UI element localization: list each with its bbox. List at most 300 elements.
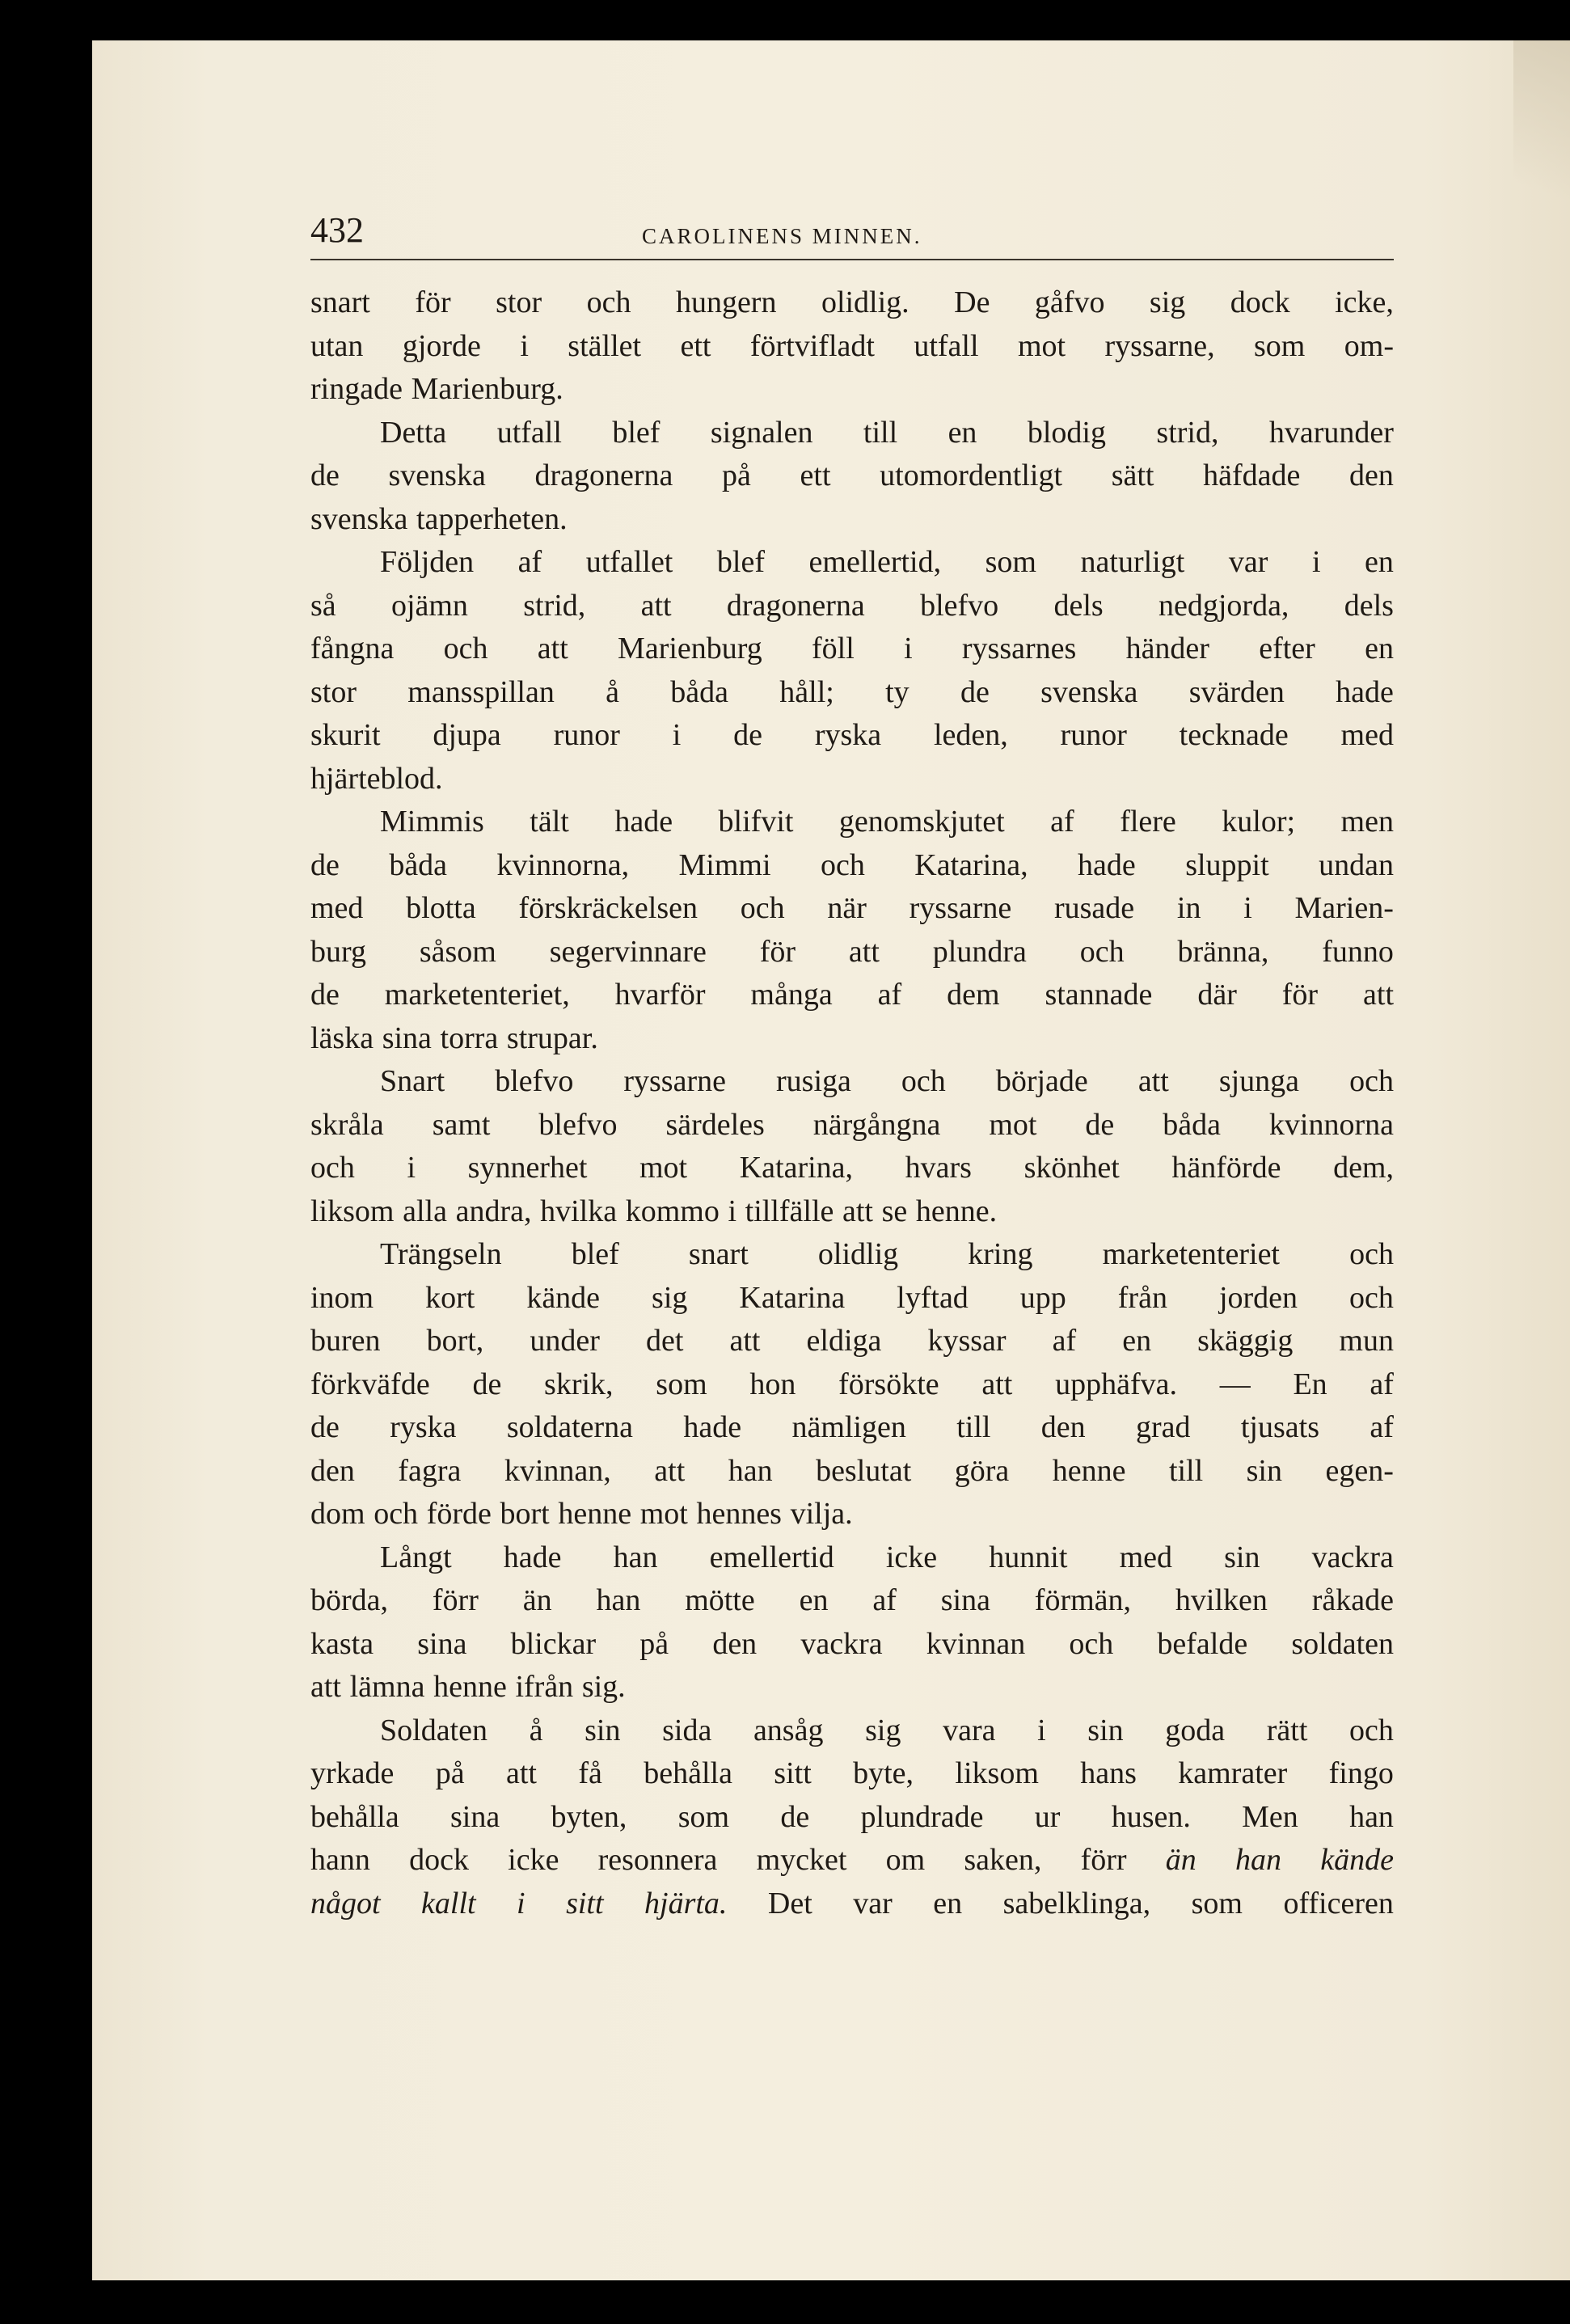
word: af [877,978,902,1012]
word: Men [1242,1799,1298,1834]
word: och [901,1064,946,1098]
word: sitt [774,1756,812,1790]
word: att [1137,1064,1169,1098]
word: i [517,1886,525,1920]
word: ryska [390,1410,457,1444]
word: få [578,1756,602,1790]
word: torra [440,1020,499,1055]
word: goda [1165,1713,1226,1747]
word: nämligen [791,1410,906,1444]
word: hade [503,1540,562,1574]
word: dragonerna [726,588,865,623]
word: särdeles [665,1107,765,1142]
word: ryssarne [623,1064,726,1098]
word: att [640,588,672,623]
word: sina [450,1799,500,1834]
word: från [1117,1280,1167,1315]
word: kände [1320,1843,1394,1877]
word: vackra [1311,1540,1394,1574]
word: att [981,1367,1013,1401]
word: utan [310,328,364,363]
word: se [881,1194,908,1228]
word: Katarina, [914,847,1028,882]
running-title: CAROLINENS MINNEN. [642,224,922,248]
word: och [740,891,785,925]
word: sluppit [1185,847,1269,882]
word: resonnera [597,1843,718,1877]
word: snart [688,1237,749,1271]
word: det [645,1324,684,1358]
word: genomskjutet [838,805,1005,839]
word: under [530,1324,600,1358]
page-shadow [1513,40,1570,251]
word: utomordentligt [880,458,1063,492]
word: på [435,1756,465,1790]
word: af [1050,805,1074,839]
word: blef [571,1237,619,1271]
word: saken, [964,1843,1042,1877]
word: de [960,674,990,709]
word: ringade [310,372,403,406]
word: officeren [1283,1886,1394,1920]
word: förr [1080,1843,1127,1877]
word: lämna [349,1670,425,1704]
word: för [759,934,796,969]
word: sin [1224,1540,1260,1574]
word: sina [417,1626,467,1661]
word: henne [1052,1453,1126,1488]
word: mot [1017,328,1066,363]
word: ett [800,458,831,492]
word: tält [530,805,569,839]
word: att [654,1453,686,1488]
word: dem, [1333,1151,1394,1185]
word: började [995,1064,1088,1098]
word: håll; [779,674,834,709]
word: Katarina, [739,1151,854,1185]
word: svärden [1188,674,1285,709]
word: signalen [710,415,813,450]
word: byten, [551,1799,627,1834]
word: och [310,1151,355,1185]
word: funno [1322,934,1394,969]
word: att [1363,978,1394,1012]
word: sätt [1111,458,1154,492]
word: emellertid, [808,545,942,579]
text-line [310,714,1394,758]
word: stannade [1045,978,1153,1012]
word: sig [1149,285,1186,319]
word: blotta [406,891,476,925]
word: mot [639,1497,688,1531]
text-line [310,671,1394,715]
word: kvinnan [926,1626,1026,1661]
word: den [310,1453,355,1488]
word: hennes [696,1497,782,1531]
word: alla [403,1194,447,1228]
word: Mimmi [678,847,771,882]
word: — [1219,1367,1251,1401]
word: Långt [380,1540,452,1574]
word: stället [568,328,642,363]
word: en [799,1583,829,1617]
word: byte, [853,1756,914,1790]
word: i [407,1151,416,1185]
text-line [310,1709,1394,1753]
word: dels [1344,588,1394,623]
word: kände [526,1280,601,1315]
word: ryssarne [909,891,1012,925]
word: sina [382,1020,432,1055]
word: leden, [933,718,1008,752]
word: rusade [1053,891,1135,925]
word: gjorde [402,328,481,363]
word: fångna [310,632,395,666]
word: samt [432,1107,491,1142]
word: hjärta. [644,1886,728,1920]
text-line [310,1882,1394,1926]
word: och [586,285,631,319]
word: båda [1163,1107,1221,1142]
word: och [820,847,865,882]
word: båda [389,847,448,882]
word: han [728,1453,773,1488]
word: runor [553,718,620,752]
word: å [606,674,619,709]
word: om- [1344,328,1394,363]
word: på [722,458,751,492]
word: utfall [914,328,979,363]
word: sjunga [1218,1064,1300,1098]
word: ryssarnes [961,632,1077,666]
word: befalde [1157,1626,1248,1661]
text-line [310,281,1394,325]
word: kvinnorna, [496,847,630,882]
word: tjusats [1240,1410,1319,1444]
word: en [1122,1324,1152,1358]
word: sida [662,1713,712,1747]
word: de [310,847,340,882]
word: henne [558,1497,632,1531]
word: runor [1060,718,1127,752]
word: Marienburg. [411,372,563,406]
word: hänförde [1171,1151,1281,1185]
word: med [1340,718,1394,752]
word: hvarunder [1268,415,1394,450]
word: de [733,718,762,752]
word: så [310,588,336,623]
word: skönhet [1023,1151,1120,1185]
text-line [310,1363,1394,1407]
word: ifrån [515,1670,574,1704]
word: hans [1080,1756,1137,1790]
word: dels [1053,588,1104,623]
word: i [1311,545,1321,579]
word: liksom [955,1756,1039,1790]
word: till [863,415,898,450]
word: Mimmis [380,805,484,839]
word: mot [639,1151,688,1185]
word: ty [885,674,910,709]
word: i [904,632,913,666]
word: husen. [1111,1799,1191,1834]
word: än [1165,1843,1196,1877]
word: hungern [675,285,777,319]
word: kallt [421,1886,476,1920]
word: henne [433,1670,507,1704]
word: ryssarne, [1104,328,1215,363]
word: kvinnorna [1268,1107,1394,1142]
word: gåfvo [1034,285,1105,319]
word: burg [310,934,366,969]
word: i [1243,891,1252,925]
word: ett [680,328,711,363]
text-line [310,1623,1394,1667]
word: de [310,1410,340,1444]
word: dem [947,978,1000,1012]
word: soldaterna [506,1410,634,1444]
word: dom [310,1497,365,1531]
word: en [947,415,977,450]
word: Det [767,1886,812,1920]
word: efter [1259,632,1315,666]
text-line [310,974,1394,1017]
word: rätt [1266,1713,1308,1747]
word: blifvit [718,805,794,839]
word: hvars [905,1151,972,1185]
word: upphäfva. [1055,1367,1177,1401]
word: häfdade [1203,458,1301,492]
word: var [1228,545,1268,579]
word: båda [670,674,728,709]
text-line [310,1493,1394,1536]
word: blefvo [920,588,999,623]
word: Marienburg [618,632,762,666]
word: djupa [433,718,501,752]
word: segervinnare [549,934,707,969]
word: kring [968,1237,1033,1271]
word: blefvo [495,1064,574,1098]
word: och [374,1497,419,1531]
word: fingo [1328,1756,1394,1790]
page-number: 432 [310,210,364,250]
text-line [310,627,1394,671]
word: Trängseln [380,1237,502,1271]
word: försökte [838,1367,939,1401]
text-line [310,1060,1394,1104]
word: kort [425,1280,475,1315]
word: Detta [380,415,447,450]
word: icke, [1335,285,1394,319]
word: de [310,978,340,1012]
word: ansåg [753,1713,824,1747]
word: stor [310,674,357,709]
word: behålla [644,1756,732,1790]
word: förmän, [1034,1583,1132,1617]
word: upp [1019,1280,1066,1315]
word: och [1349,1237,1394,1271]
text-line [310,412,1394,455]
word: hade [1078,847,1136,882]
word: utfallet [585,545,673,579]
text-line [310,454,1394,498]
word: som [1254,328,1306,363]
word: svenska [310,501,408,536]
word: rusiga [776,1064,851,1098]
word: en [1365,545,1394,579]
word: icke [508,1843,559,1877]
text-line [310,1666,1394,1709]
word: dock [1230,285,1290,319]
word: inom [310,1280,374,1315]
word: kyssar [927,1324,1007,1358]
text-line [310,1104,1394,1147]
text-line [310,1579,1394,1623]
word: emellertid [709,1540,834,1574]
word: af [1370,1410,1394,1444]
word: för [1281,978,1319,1012]
word: sig [652,1280,688,1315]
word: hann [310,1843,370,1877]
word: på [639,1626,669,1661]
word: nedgjorda, [1158,588,1289,623]
word: strid, [523,588,586,623]
word: hvilken [1175,1583,1268,1617]
word: henne. [915,1194,998,1228]
word: af [517,545,542,579]
word: hjärteblod. [310,761,443,796]
word: de [1085,1107,1115,1142]
text-line [310,541,1394,585]
word: sitt [566,1886,604,1920]
word: in [1176,891,1201,925]
page-header [310,202,1394,260]
word: skurit [310,718,381,752]
text-line [310,1406,1394,1450]
word: hunnit [989,1540,1068,1574]
word: många [750,978,833,1012]
word: förskräckelsen [518,891,698,925]
word: ur [1034,1799,1061,1834]
word: hvilka [540,1194,618,1228]
header-rule [310,259,1394,260]
word: af [1052,1324,1077,1358]
word: blef [612,415,660,450]
word: andra, [455,1194,532,1228]
word: bort [500,1497,550,1531]
word: blefvo [538,1107,618,1142]
word: Marien- [1294,891,1394,925]
text-line [310,758,1394,801]
word: mot [989,1107,1037,1142]
word: af [872,1583,897,1617]
word: i [1037,1713,1046,1747]
word: kommo [625,1194,720,1228]
word: en [1365,632,1394,666]
word: beslutat [816,1453,912,1488]
word: något [310,1886,381,1920]
word: egen- [1325,1453,1394,1488]
word: liksom [310,1194,395,1228]
word: svenska [388,458,486,492]
word: buren [310,1324,381,1358]
word: och [1069,1626,1114,1661]
word: börda, [310,1583,389,1617]
word: sabelklinga, [1002,1886,1151,1920]
text-line [310,368,1394,412]
word: till [1168,1453,1204,1488]
word: behålla [310,1799,399,1834]
word: lyftad [897,1280,969,1315]
text-line [310,1839,1394,1882]
word: vara [943,1713,996,1747]
word: de [780,1799,810,1834]
word: som [677,1799,730,1834]
word: och [1349,1713,1394,1747]
word: soldaten [1291,1626,1394,1661]
word: hvarför [614,978,706,1012]
word: De [954,285,990,319]
word: svenska [1040,674,1138,709]
word: Snart [380,1064,445,1098]
word: eldiga [806,1324,882,1358]
word: marketenteriet, [384,978,570,1012]
word: han [1235,1843,1281,1877]
word: strid, [1156,415,1219,450]
body-text [310,281,1394,1925]
word: fagra [398,1453,462,1488]
word: och [1349,1064,1394,1098]
text-line [310,1320,1394,1363]
word: han [596,1583,641,1617]
text-line [310,498,1394,542]
word: kamrater [1178,1756,1288,1790]
word: en [933,1886,963,1920]
word: han [613,1540,658,1574]
text-line [310,1277,1394,1320]
text-line [310,887,1394,931]
text-line [310,1017,1394,1061]
word: som [656,1367,707,1401]
word: blickar [510,1626,597,1661]
word: ojämn [390,588,468,623]
word: blef [716,545,765,579]
word: den [1040,1410,1086,1444]
word: händer [1125,632,1209,666]
word: i [520,328,529,363]
word: blodig [1027,415,1106,450]
word: och [1079,934,1125,969]
word: förtvifladt [749,328,875,363]
word: grad [1136,1410,1191,1444]
word: att [842,1194,873,1228]
word: af [1370,1367,1394,1401]
text-line [310,585,1394,628]
word: utfall [496,415,562,450]
text-line [310,1450,1394,1494]
word: kasta [310,1626,374,1661]
word: i [672,718,682,752]
word: som [985,545,1036,579]
word: läska [310,1020,374,1055]
word: tapperheten. [416,501,568,536]
word: råkade [1311,1583,1394,1617]
word: än [522,1583,552,1617]
word: mycket [756,1843,847,1877]
text-line [310,931,1394,974]
text-line [310,325,1394,369]
word: Följden [380,545,475,579]
